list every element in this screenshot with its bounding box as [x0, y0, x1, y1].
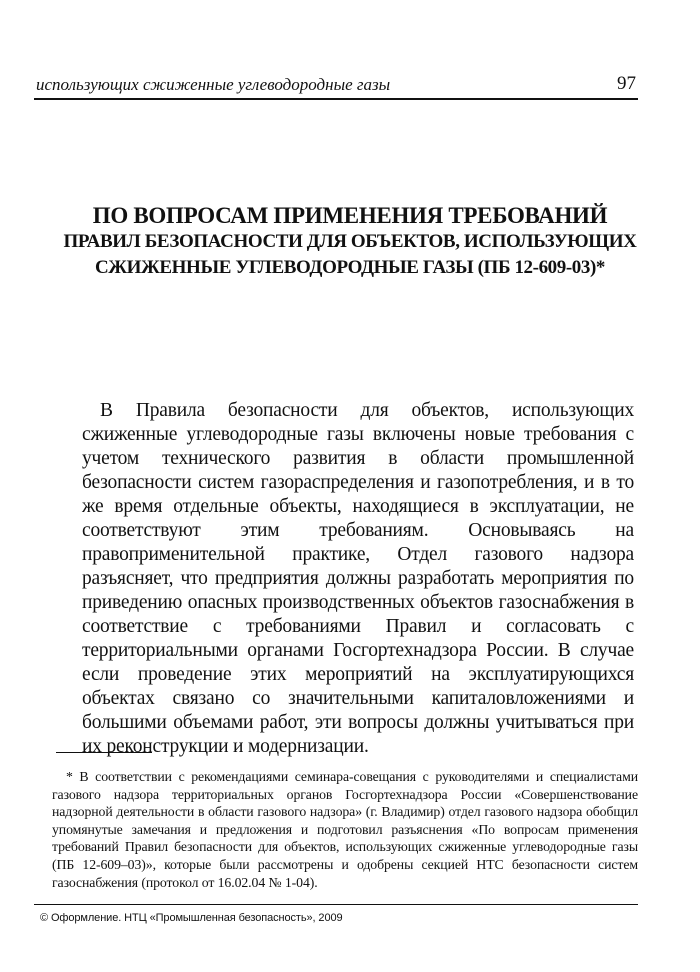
- title-line-3: СЖИЖЕННЫЕ УГЛЕВОДОРОДНЫЕ ГАЗЫ (ПБ 12-609-03)*: [94, 257, 606, 278]
- running-title: использующих сжиженные углеводородные газы: [36, 75, 391, 94]
- running-header: [34, 72, 638, 100]
- bottom-divider: [34, 904, 638, 905]
- title-line-2: ПРАВИЛ БЕЗОПАСНОСТИ ДЛЯ ОБЪЕКТОВ, ИСПОЛЬЗУЮЩИХ: [63, 231, 637, 252]
- copyright-notice: © Оформление. НТЦ «Промышленная безопасность», 2009: [40, 912, 343, 924]
- document-title: [40, 203, 660, 281]
- body-paragraph: В Правила безопасности для объектов, использующих сжиженные углеводородные газы включены новые требования с учетом технического развития в области промышленной безопасности систем газораспределения и газопотребления, и в то же время отдельные объекты, находящиеся в эксплуатации, не соответствуют этим требованиям. Основываясь на правоприменительной практике, Отдел газового надзора разъясняет, что предприятия должны разработать мероприятия по приведению опасных производственных объектов газоснабжения в соответствие с требованиями Правил и согласовать с территориальными органами Госгортехнадзора России. В случае если проведение этих мероприятий на эксплуатирующихся объектах связано со значительными капиталовложениями и большими объемами работ, эти вопросы должны учитываться при их реконструкции и модернизации.: [82, 400, 634, 757]
- page-number: 97: [617, 73, 636, 94]
- footnote: * В соответствии с рекомендациями семинара-совещания с руководителями и специалистами газового надзора территориальных органов Госгортехнадзора России «Совершенствование надзорной деятельности в области газового надзора» (г. Владимир) отдел газового надзора обобщил упомянутые замечания и предложения и подготовил разъяснения «По вопросам применения требований Правил безопасности для объектов, использующих сжиженные углеводородные газы (ПБ 12-609–03)», которые были рассмотрены и одобрены секцией НТС безопасности систем газоснабжения (протокол от 16.02.04 № 1-04).: [52, 769, 638, 890]
- footnote-divider: [56, 752, 152, 753]
- title-line-1: ПО ВОПРОСАМ ПРИМЕНЕНИЯ ТРЕБОВАНИЙ: [92, 203, 608, 228]
